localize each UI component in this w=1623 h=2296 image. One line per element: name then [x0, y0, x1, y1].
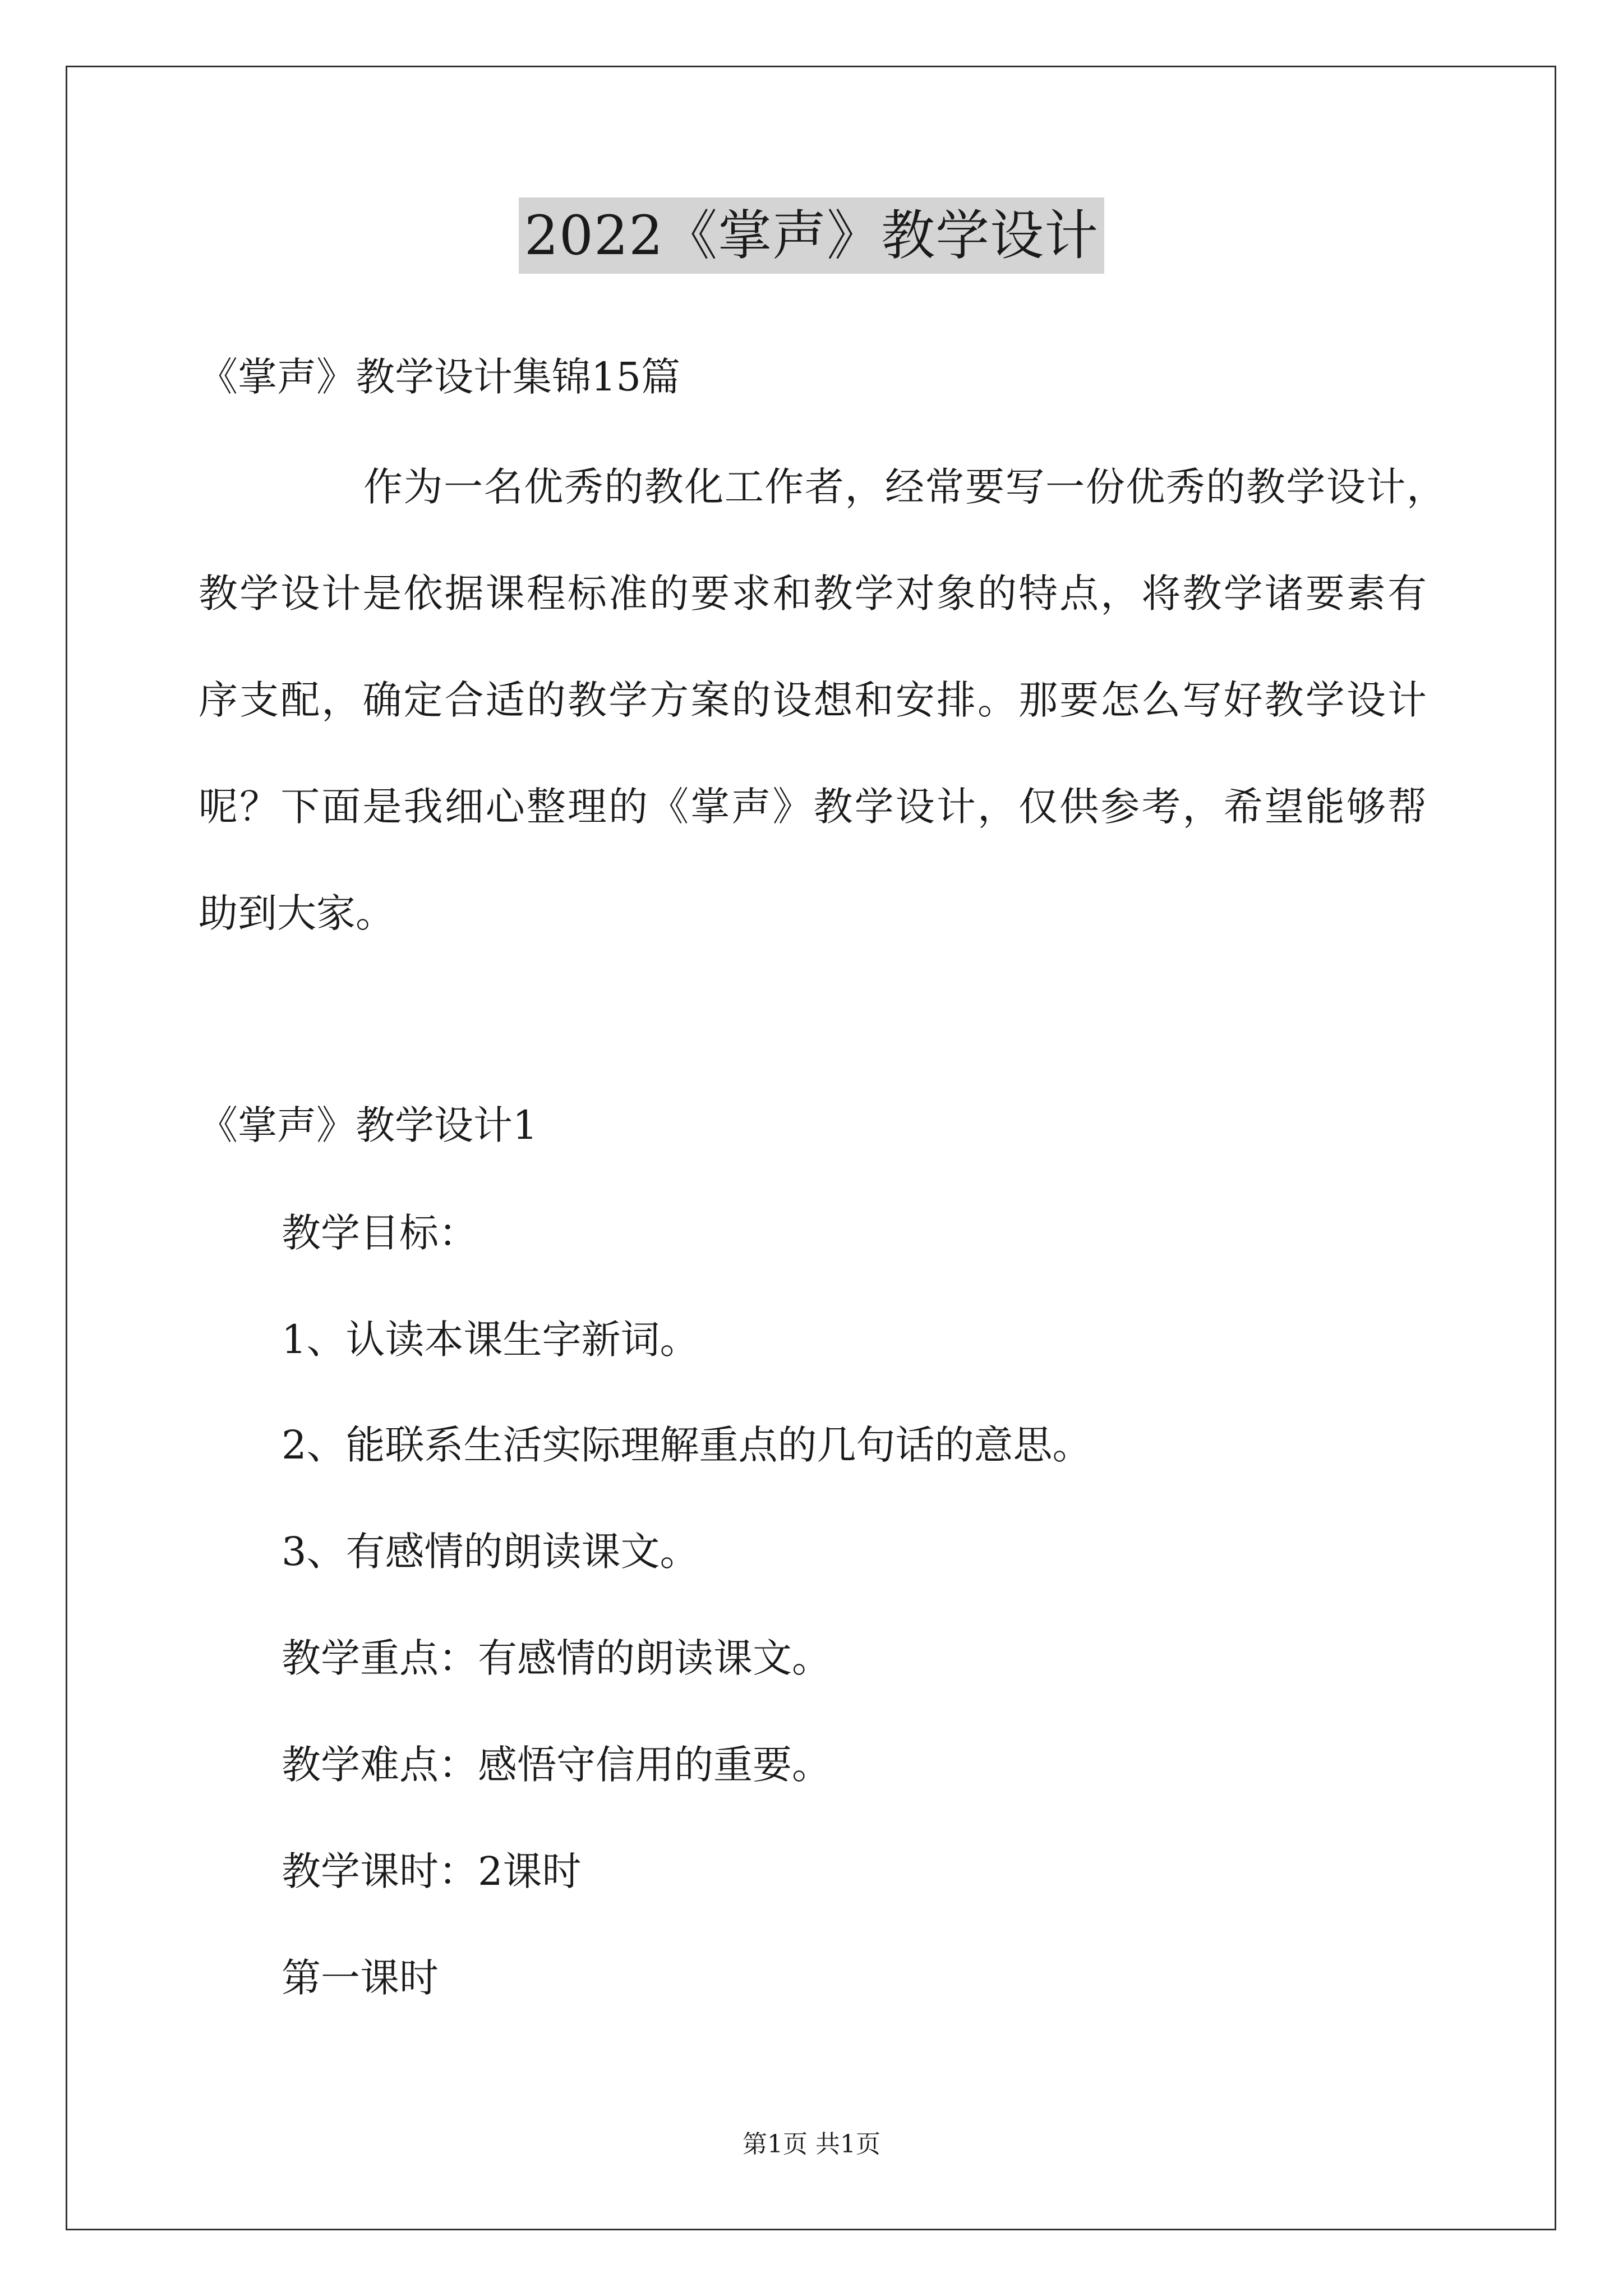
list-item: 第一课时 [282, 1955, 439, 2001]
list-item: 3、有感情的朗读课文。 [282, 1529, 699, 1575]
list-item: 教学难点：感悟守信用的重要。 [282, 1742, 831, 1788]
list-item: 教学目标： [282, 1210, 478, 1256]
intro-line-1: 作为一名优秀的教化工作者，经常要写一份优秀的教学设计， [363, 464, 1446, 510]
document-title: 2022《掌声》教学设计 [519, 197, 1104, 274]
document-subtitle: 《掌声》教学设计集锦15篇 [199, 354, 681, 400]
list-item: 教学课时：2课时 [282, 1848, 582, 1894]
title-container [0, 197, 1623, 274]
list-item: 教学重点：有感情的朗读课文。 [282, 1635, 831, 1681]
list-item: 1、认读本课生字新词。 [282, 1317, 699, 1363]
list-item: 2、能联系生活实际理解重点的几句话的意思。 [282, 1422, 1092, 1468]
intro-line-5: 助到大家。 [199, 890, 395, 936]
page-footer: 第1页 共1页 [743, 2130, 880, 2159]
intro-line-2: 教学设计是依据课程标准的要求和教学对象的特点，将教学诸要素有 [199, 570, 1427, 616]
section-heading: 《掌声》教学设计1 [199, 1102, 538, 1148]
intro-line-4: 呢？下面是我细心整理的《掌声》教学设计，仅供参考，希望能够帮 [199, 784, 1427, 830]
intro-line-3: 序支配，确定合适的教学方案的设想和安排。那要怎么写好教学设计 [199, 677, 1427, 723]
